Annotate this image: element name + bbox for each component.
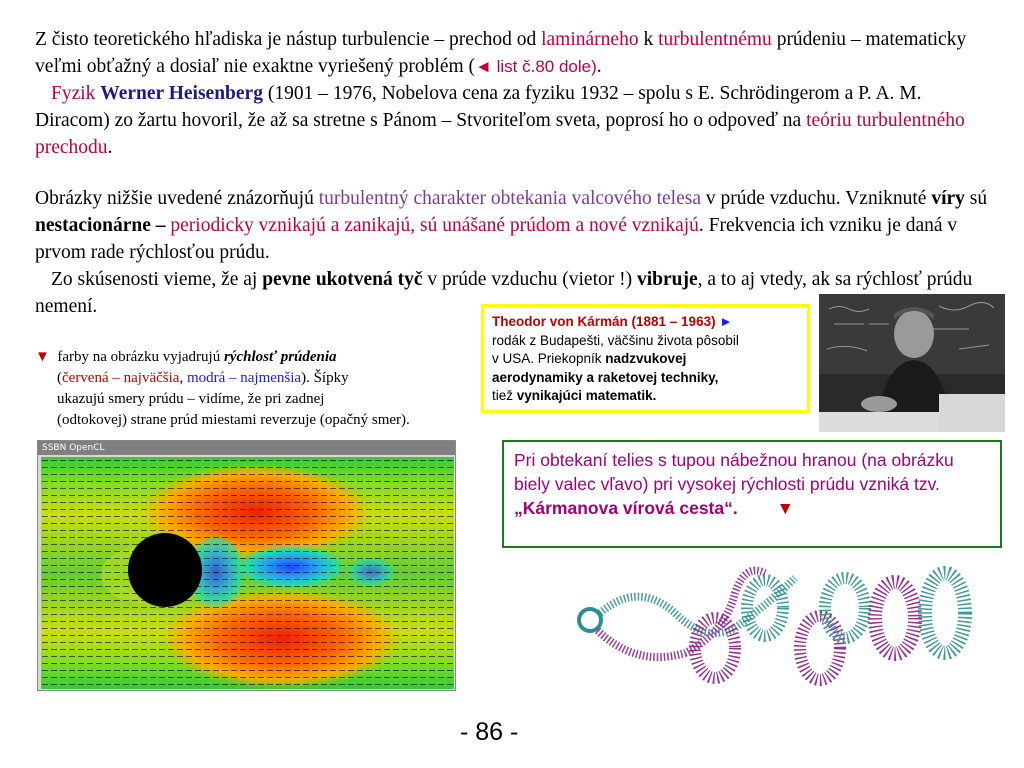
bold-text: nadzvukovej bbox=[605, 351, 687, 366]
bold-vibrates: vibruje bbox=[636, 269, 698, 290]
bold-vortices: víry bbox=[931, 188, 965, 209]
text: . bbox=[107, 137, 113, 158]
karman-vortex-street-image bbox=[565, 548, 985, 718]
text: . bbox=[596, 56, 602, 77]
bold-karman-street: „Kármanova vírová cesta“. bbox=[514, 498, 738, 518]
triangle-down-icon: ▼ bbox=[776, 498, 794, 518]
page-number: - 86 - bbox=[460, 718, 519, 746]
text: Pri obtekaní telies s tupou nábežnou hranou (na obrázku biely valec vľavo) pri vysokej rýchlosti prúdu vzniká tzv. bbox=[514, 450, 954, 494]
text: Zo skúsenosti vieme, že aj bbox=[51, 269, 263, 290]
legend-red: červená – najväčšia bbox=[62, 370, 180, 386]
highlight-periodic: periodicky vznikajú a zanikajú, sú unášané prúdom a nové vznikajú bbox=[170, 215, 699, 236]
reference-link: ◄ list č.80 dole) bbox=[475, 57, 597, 76]
text: rodák z Budapešti, väčšinu života pôsobil bbox=[492, 332, 739, 348]
text: (odtokovej) strane prúd miestami reverzuje (opačný smer). bbox=[57, 412, 410, 428]
karman-title: Theodor von Kármán (1881 – 1963) bbox=[492, 314, 716, 329]
bold-text: vynikajúci matematik. bbox=[516, 388, 657, 403]
text: tiež bbox=[492, 388, 517, 403]
triangle-right-icon: ► bbox=[719, 314, 733, 329]
bold-speed: rýchlosť prúdenia bbox=[223, 349, 337, 365]
bold-text: aerodynamiky a raketovej techniky, bbox=[492, 369, 719, 385]
text: v prúde vzduchu. Vzniknuté bbox=[700, 188, 932, 209]
text: k bbox=[638, 29, 659, 50]
simulation-window bbox=[37, 440, 456, 691]
color-note: ▼ farby na obrázku vyjadrujú rýchlosť prúdenia (červená – najväčšia, modrá – najmenšia). Šípky ukazujú smery prúdu – vidíme, že pri zadnej (odtokovej) strane prúd miestami reverzuje (opačný smer). bbox=[35, 347, 460, 431]
flow-simulation-image bbox=[41, 457, 454, 689]
bold-nonstationary: nestacionárne – bbox=[35, 215, 166, 236]
highlight-laminar: laminárneho bbox=[541, 29, 639, 50]
text: ukazujú smery prúdu – vidíme, že pri zadnej bbox=[57, 391, 325, 407]
text: Fyzik bbox=[51, 83, 101, 104]
text: v USA. Priekopník bbox=[492, 351, 606, 366]
legend-blue: modrá – najmenšia bbox=[186, 370, 302, 386]
text: v prúde vzduchu (vietor !) bbox=[422, 269, 637, 290]
karman-photo bbox=[819, 294, 1005, 432]
highlight-turbulent: turbulentnému bbox=[658, 29, 772, 50]
text: sú bbox=[964, 188, 988, 209]
text: Z čisto teoretického hľadiska je nástup turbulencie – prechod od bbox=[35, 29, 542, 50]
highlight-theory: teóriu turbulentného prechodu bbox=[35, 110, 965, 158]
text: , a to aj vtedy, ak sa rýchlosť prúdu nemení. bbox=[35, 269, 973, 317]
window-titlebar bbox=[38, 441, 455, 455]
text: (1901 – 1976, Nobelova cena za fyziku 1932 – spolu s E. Schrödingerom a P. A. M. Diracom) zo žartu hovoril, že až sa stretne s Pánom – Stvoriteľom sveta, poprosí ho o odpoveď na bbox=[35, 83, 922, 131]
text: prúdeniu – matematicky veľmi obťažný a dosiaľ nie exaktne vyriešený problém ( bbox=[35, 29, 967, 77]
text: ). Šípky bbox=[301, 370, 349, 386]
karman-street-box bbox=[502, 440, 1002, 548]
heisenberg-name: Werner Heisenberg bbox=[100, 83, 263, 104]
text: . Frekvencia ich vzniku je daná v prvom rade rýchlosťou prúdu. bbox=[35, 215, 958, 263]
intro-paragraph bbox=[35, 26, 995, 161]
bold-rod: pevne ukotvená tyč bbox=[262, 269, 423, 290]
text: farby na obrázku vyjadrujú bbox=[57, 349, 224, 365]
highlight-character: turbulentný charakter obtekania valcového telesa bbox=[318, 188, 701, 209]
text: Obrázky nižšie uvedené znázorňujú bbox=[35, 188, 319, 209]
triangle-down-icon: ▼ bbox=[35, 349, 50, 365]
karman-bio-box bbox=[481, 304, 810, 413]
window-title: SSBN OpenCL bbox=[42, 443, 105, 453]
